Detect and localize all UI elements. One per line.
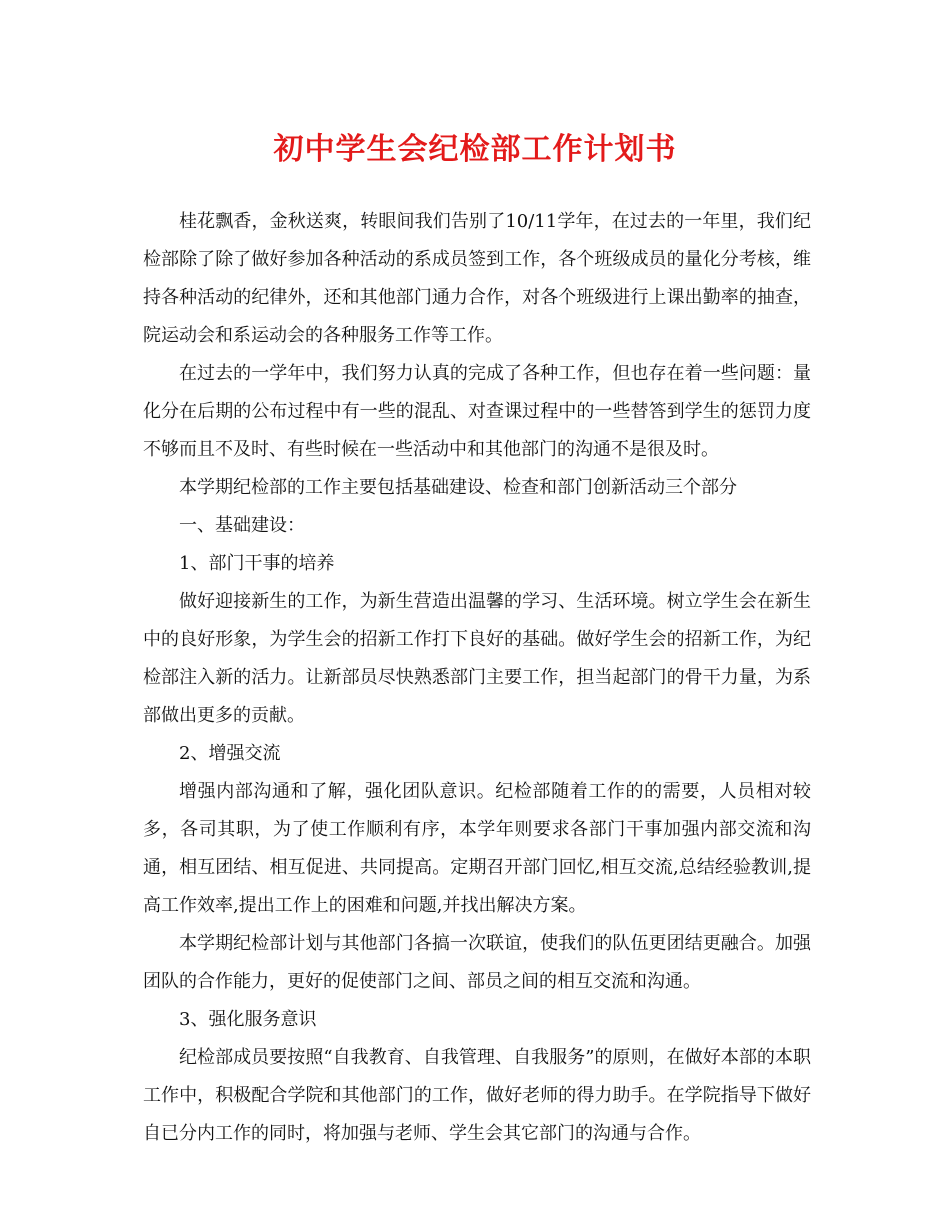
paragraph-problems: 在过去的一学年中，我们努力认真的完成了各种工作，但也存在着一些问题：量化分在后期的公布过程中有一些的混乱、对查课过程中的一些替答到学生的惩罚力度不够而且不及时、有些时候在一些活动中和其他部门的沟通不是很及时。 — [143, 363, 811, 460]
document-body — [143, 203, 811, 1153]
paragraph-intro: 桂花飘香，金秋送爽，转眼间我们告别了10/11学年，在过去的一年里，我们纪检部除了除了做好参加各种活动的系成员签到工作，各个班级成员的量化分考核，维持各种活动的纪律外，还和其他部门通力合作，对各个班级进行上课出勤率的抽查，院运动会和系运动会的各种服务工作等工作。 — [143, 211, 811, 346]
paragraph-social-events: 本学期纪检部计划与其他部门各搞一次联谊，使我们的队伍更团结更融合。加强团队的合作能力，更好的促使部门之间、部员之间的相互交流和沟通。 — [143, 933, 811, 992]
paragraph-communication: 增强内部沟通和了解，强化团队意识。纪检部随着工作的的需要，人员相对较多，各司其职，为了使工作顺利有序，本学年则要求各部门干事加强内部交流和沟通，相互团结、相互促进、共同提高。定期召开部门回忆,相互交流,总结经验教训,提高工作效率,提出工作上的困难和问题,并找出解决方案。 — [143, 781, 811, 916]
subheading-service-awareness: 3、强化服务意识 — [179, 1009, 317, 1030]
paragraph-overview: 本学期纪检部的工作主要包括基础建设、检查和部门创新活动三个部分 — [179, 477, 737, 498]
document-title: 初中学生会纪检部工作计划书 — [273, 132, 677, 167]
section-heading-basic-construction: 一、基础建设： — [179, 515, 305, 536]
subheading-communication: 2、增强交流 — [179, 743, 281, 764]
subheading-staff-training: 1、部门干事的培养 — [179, 553, 335, 574]
paragraph-service-awareness: 纪检部成员要按照“自我教育、自我管理、自我服务”的原则，在做好本部的本职工作中，积极配合学院和其他部门的工作，做好老师的得力助手。在学院指导下做好自已分内工作的同时，将加强与老师、学生会其它部门的沟通与合作。 — [143, 1047, 811, 1144]
paragraph-staff-training: 做好迎接新生的工作，为新生营造出温馨的学习、生活环境。树立学生会在新生中的良好形象，为学生会的招新工作打下良好的基础。做好学生会的招新工作，为纪检部注入新的活力。让新部员尽快熟悉部门主要工作，担当起部门的骨干力量，为系部做出更多的贡献。 — [143, 591, 811, 726]
